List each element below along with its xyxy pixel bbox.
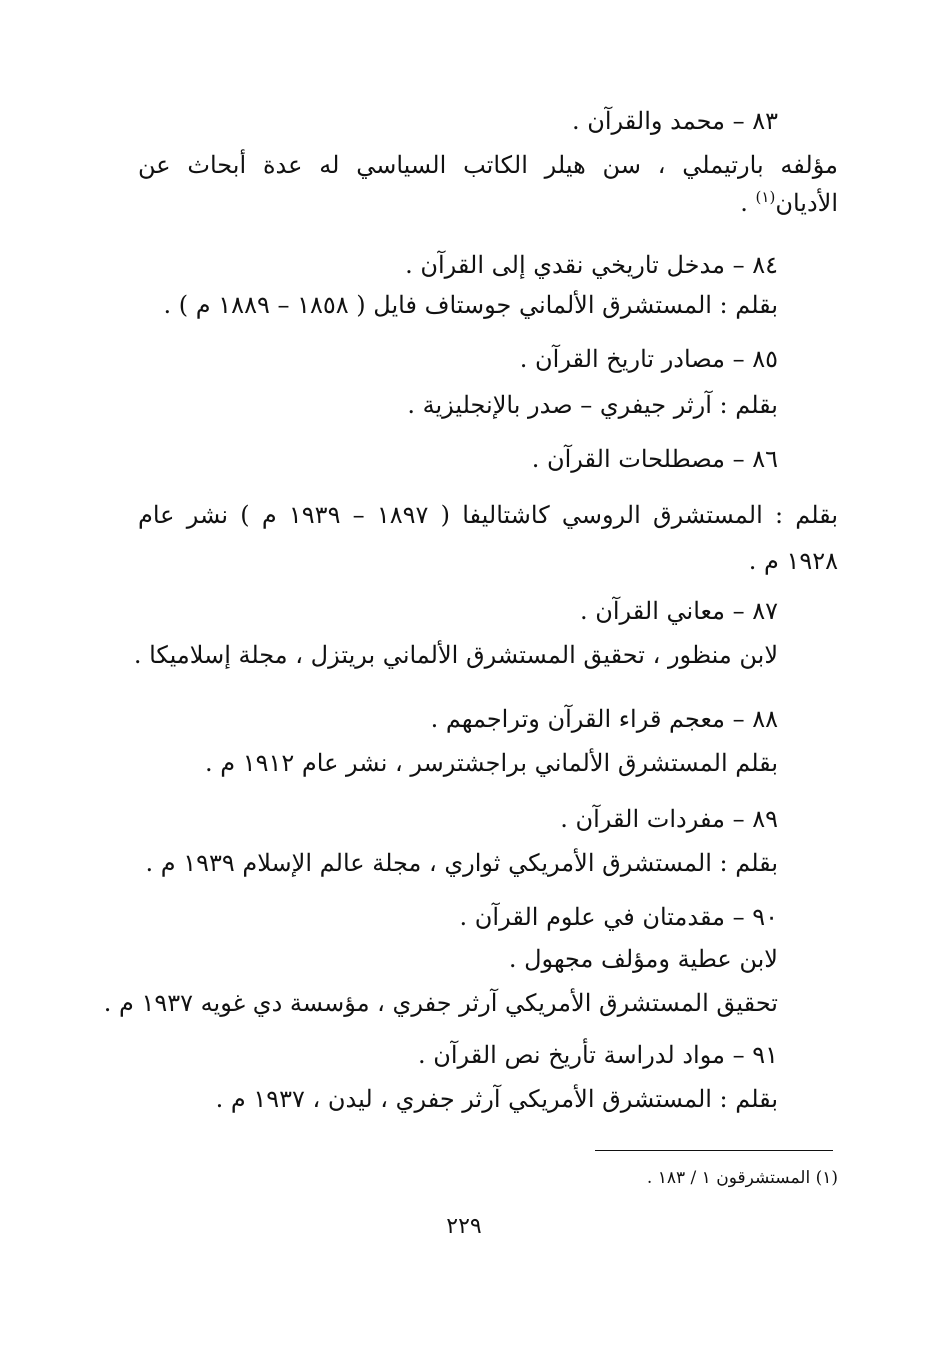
footnote-reference: (١) xyxy=(755,188,776,206)
entry-91-title: ٩١ – مواد لدراسة تأريخ نص القرآن . xyxy=(417,1041,778,1069)
entry-90-line-1: لابن عطية ومؤلف مجهول . xyxy=(508,945,778,973)
footnote-divider xyxy=(595,1150,833,1151)
entry-85-line-1: بقلم : آرثر جيفري – صدر بالإنجليزية . xyxy=(407,391,778,419)
entry-84-line-1: بقلم : المستشرق الألماني جوستاف فايل ( ١٨٥٨ – ١٨٨٩ م ) . xyxy=(163,291,778,319)
entry-90-line-2: تحقيق المستشرق الأمريكي آرثر جفري ، مؤسسة دي غويه ١٩٣٧ م . xyxy=(103,989,778,1017)
entry-84-title: ٨٤ – مدخل تاريخي نقدي إلى القرآن . xyxy=(405,251,778,279)
page-number: ٢٢٩ xyxy=(446,1214,482,1239)
entry-85-title: ٨٥ – مصادر تاريخ القرآن . xyxy=(519,345,778,373)
footnote-text: (١) المستشرقون ١ / ١٨٣ . xyxy=(646,1168,838,1188)
entry-83-title: ٨٣ – محمد والقرآن . xyxy=(572,107,778,135)
entry-89-title: ٨٩ – مفردات القرآن . xyxy=(560,805,778,833)
entry-83-line-2 xyxy=(740,188,838,218)
entry-86-title: ٨٦ – مصطلحات القرآن . xyxy=(531,445,778,473)
entry-89-line-1: بقلم : المستشرق الأمريكي ثواري ، مجلة عالم الإسلام ١٩٣٩ م . xyxy=(145,849,778,877)
entry-87-line-1: لابن منظور ، تحقيق المستشرق الألماني بريتزل ، مجلة إسلاميكا . xyxy=(133,641,778,669)
entry-90-title: ٩٠ – مقدمتان في علوم القرآن . xyxy=(459,903,778,931)
entry-91-line-1: بقلم : المستشرق الأمريكي آرثر جفري ، ليدن ، ١٩٣٧ م . xyxy=(215,1085,778,1113)
entry-88-title: ٨٨ – معجم قراء القرآن وتراجمهم . xyxy=(430,705,778,733)
entry-83-line-2-end: . xyxy=(740,189,756,217)
entry-83-line-1: مؤلفه بارتيملي ، سن هيلر الكاتب السياسي له عدة أبحاث عن xyxy=(138,151,838,179)
entry-88-line-1: بقلم المستشرق الألماني براجشترسر ، نشر عام ١٩١٢ م . xyxy=(204,749,778,777)
entry-86-line-1: بقلم : المستشرق الروسي كاشتاليفا ( ١٨٩٧ – ١٩٣٩ م ) نشر عام xyxy=(138,501,838,529)
entry-86-line-2: ١٩٢٨ م . xyxy=(748,547,838,575)
entry-83-line-2-text: الأديان xyxy=(775,189,838,217)
entry-87-title: ٨٧ – معاني القرآن . xyxy=(579,597,778,625)
